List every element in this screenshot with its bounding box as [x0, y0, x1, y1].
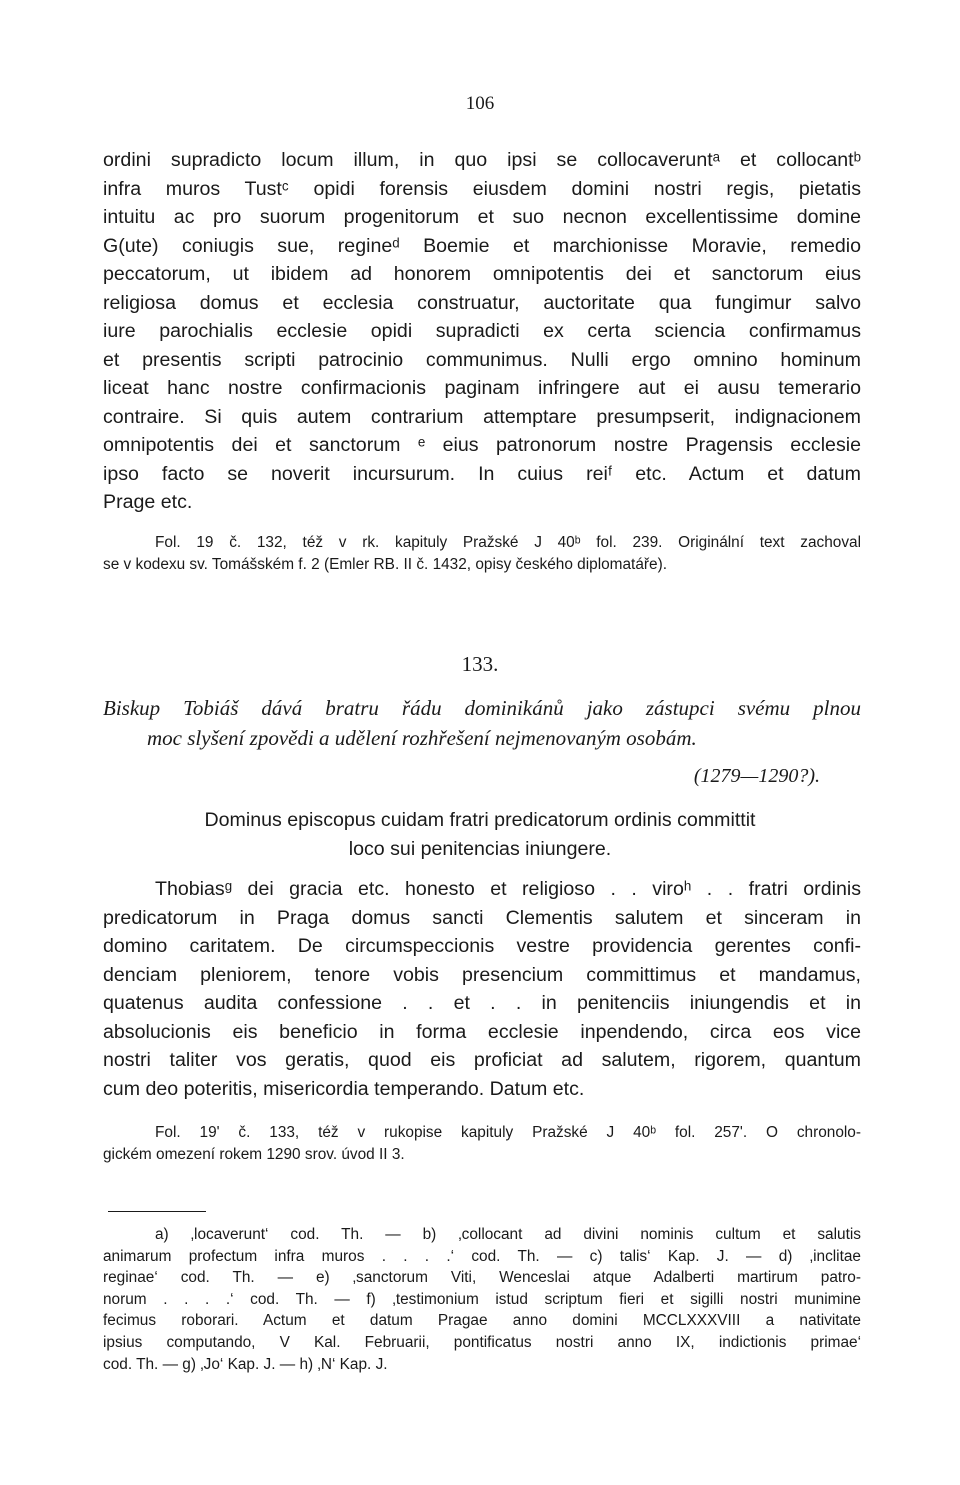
text-line: Thobiasᵍ dei gracia etc. honesto et religioso . . viroʰ . . fratri ordinis [155, 878, 861, 900]
text-line: cum deo poteritis, misericordia temperando. Datum etc. [103, 1077, 585, 1100]
text-line: intuitu ac pro suorum progenitorum et suo necnon excellentissime domine [103, 206, 861, 228]
summary-line: Dominus episcopus cuidam fratri predicatorum ordinis committit [204, 809, 756, 831]
charter-text-continued [103, 146, 861, 517]
rubric-line: moc slyšení zpovědi a udělení rozhřešení nejmenovaným osobám. [147, 726, 697, 750]
text-line: quatenus audita confessione . . et . . in penitenciis iniungendis et in [103, 992, 861, 1014]
footnotes [103, 1224, 861, 1375]
footnote-line: reginae‘ cod. Th. — e) ‚sanctorum Viti, Wenceslai atque Adalberti martirum patro- [103, 1269, 861, 1287]
text-line: liceat hanc nostre confirmacionis paginam infringere aut ei ausu temerario [103, 377, 861, 399]
source-note-132 [103, 532, 861, 576]
text-line: omnipotentis dei et sanctorum ᵉ eius patronorum nostre Pragensis ecclesie [103, 434, 861, 456]
text-line: ipso facto se noverit incursurum. In cuius reiᶠ etc. Actum et datum [103, 462, 861, 485]
document-number: 133. [461, 652, 499, 676]
text-line: nostri taliter vos geratis, quod eis proficiat ad salutem, rigorem, quantum [103, 1049, 861, 1071]
note-line: gickém omezení rokem 1290 srov. úvod II 3. [103, 1146, 405, 1163]
page-number: 106 [465, 93, 495, 114]
text-line: predicatorum in Praga domus sancti Clementis salutem et sinceram in [103, 906, 861, 929]
text-line: religiosa domus et ecclesia construatur, auctoritate qua fungimur salvo [103, 291, 861, 314]
source-note-133 [103, 1122, 861, 1166]
czech-rubric [103, 693, 861, 753]
text-line: iure parochialis ecclesie opidi supradicti ex certa sciencia confirmamus [103, 320, 861, 342]
footnote-line: fecimus roborari. Actum et datum Pragae anno domini MCCLXXXVIII a nativitate [103, 1312, 861, 1330]
summary-line: loco sui penitencias iniungere. [348, 838, 612, 860]
document-date: (1279—1290?). [693, 765, 820, 787]
text-line: absolucionis eis beneficio in forma ecclesie inpendendo, circa eos vice [103, 1020, 861, 1043]
text-line: G(ute) coniugis sue, regineᵈ Boemie et marchionisse Moravie, remedio [103, 234, 861, 257]
text-line: contraire. Si quis autem contrarium attemptare presumpserit, indignacionem [103, 405, 861, 428]
note-line: Fol. 19' č. 133, též v rukopise kapituly Pražské J 40ᵇ fol. 257'. O chronolo- [155, 1124, 861, 1141]
footnote-divider [108, 1211, 206, 1212]
text-line: denciam pleniorem, tenore vobis presencium committimus et mandamus, [103, 963, 861, 986]
note-line: Fol. 19 č. 132, též v rk. kapituly Pražské J 40ᵇ fol. 239. Originální text zachoval [155, 534, 861, 551]
footnote-line: a) ‚locaverunt‘ cod. Th. — b) ‚collocant ad divini nominis cultum et salutis [155, 1226, 861, 1243]
rubric-line: Biskup Tobiáš dává bratru řádu dominikánů jako zástupci svému plnou [103, 696, 861, 720]
charter-text-133 [103, 875, 861, 1103]
footnote-line: animarum profectum infra muros . . . .‘ cod. Th. — c) talis‘ Kap. J. — d) ‚inclitae [103, 1247, 861, 1265]
text-line: domino caritatem. De circumspeccionis vestre providencia gerentes confi- [103, 935, 861, 957]
footnote-line: ipsius computando, V Kal. Februarii, pontificatus nostri anno IX, indictionis primae‘ [103, 1333, 861, 1351]
text-line: ordini supradicto locum illum, in quo ipsi se collocaveruntᵃ et collocantᵇ [103, 149, 861, 171]
note-line: se v kodexu sv. Tomášském f. 2 (Emler RB. II č. 1432, opisy českého diplomatáře). [103, 556, 667, 573]
latin-summary [0, 806, 960, 864]
text-line: et presentis scripti patrocinio communimus. Nulli ergo omnino hominum [103, 348, 861, 371]
footnote-line: norum . . . .‘ cod. Th. — f) ‚testimonium istud scriptum fieri et sigilli nostri munimine [103, 1290, 861, 1308]
text-line: peccatorum, ut ibidem ad honorem omnipotentis dei et sanctorum eius [103, 263, 861, 285]
footnote-line: cod. Th. — g) ‚Jo‘ Kap. J. — h) ‚N‘ Kap. J. [103, 1355, 388, 1373]
text-line: infra muros Tustᶜ opidi forensis eiusdem domini nostri regis, pietatis [103, 177, 861, 200]
text-line: Prage etc. [103, 491, 193, 513]
